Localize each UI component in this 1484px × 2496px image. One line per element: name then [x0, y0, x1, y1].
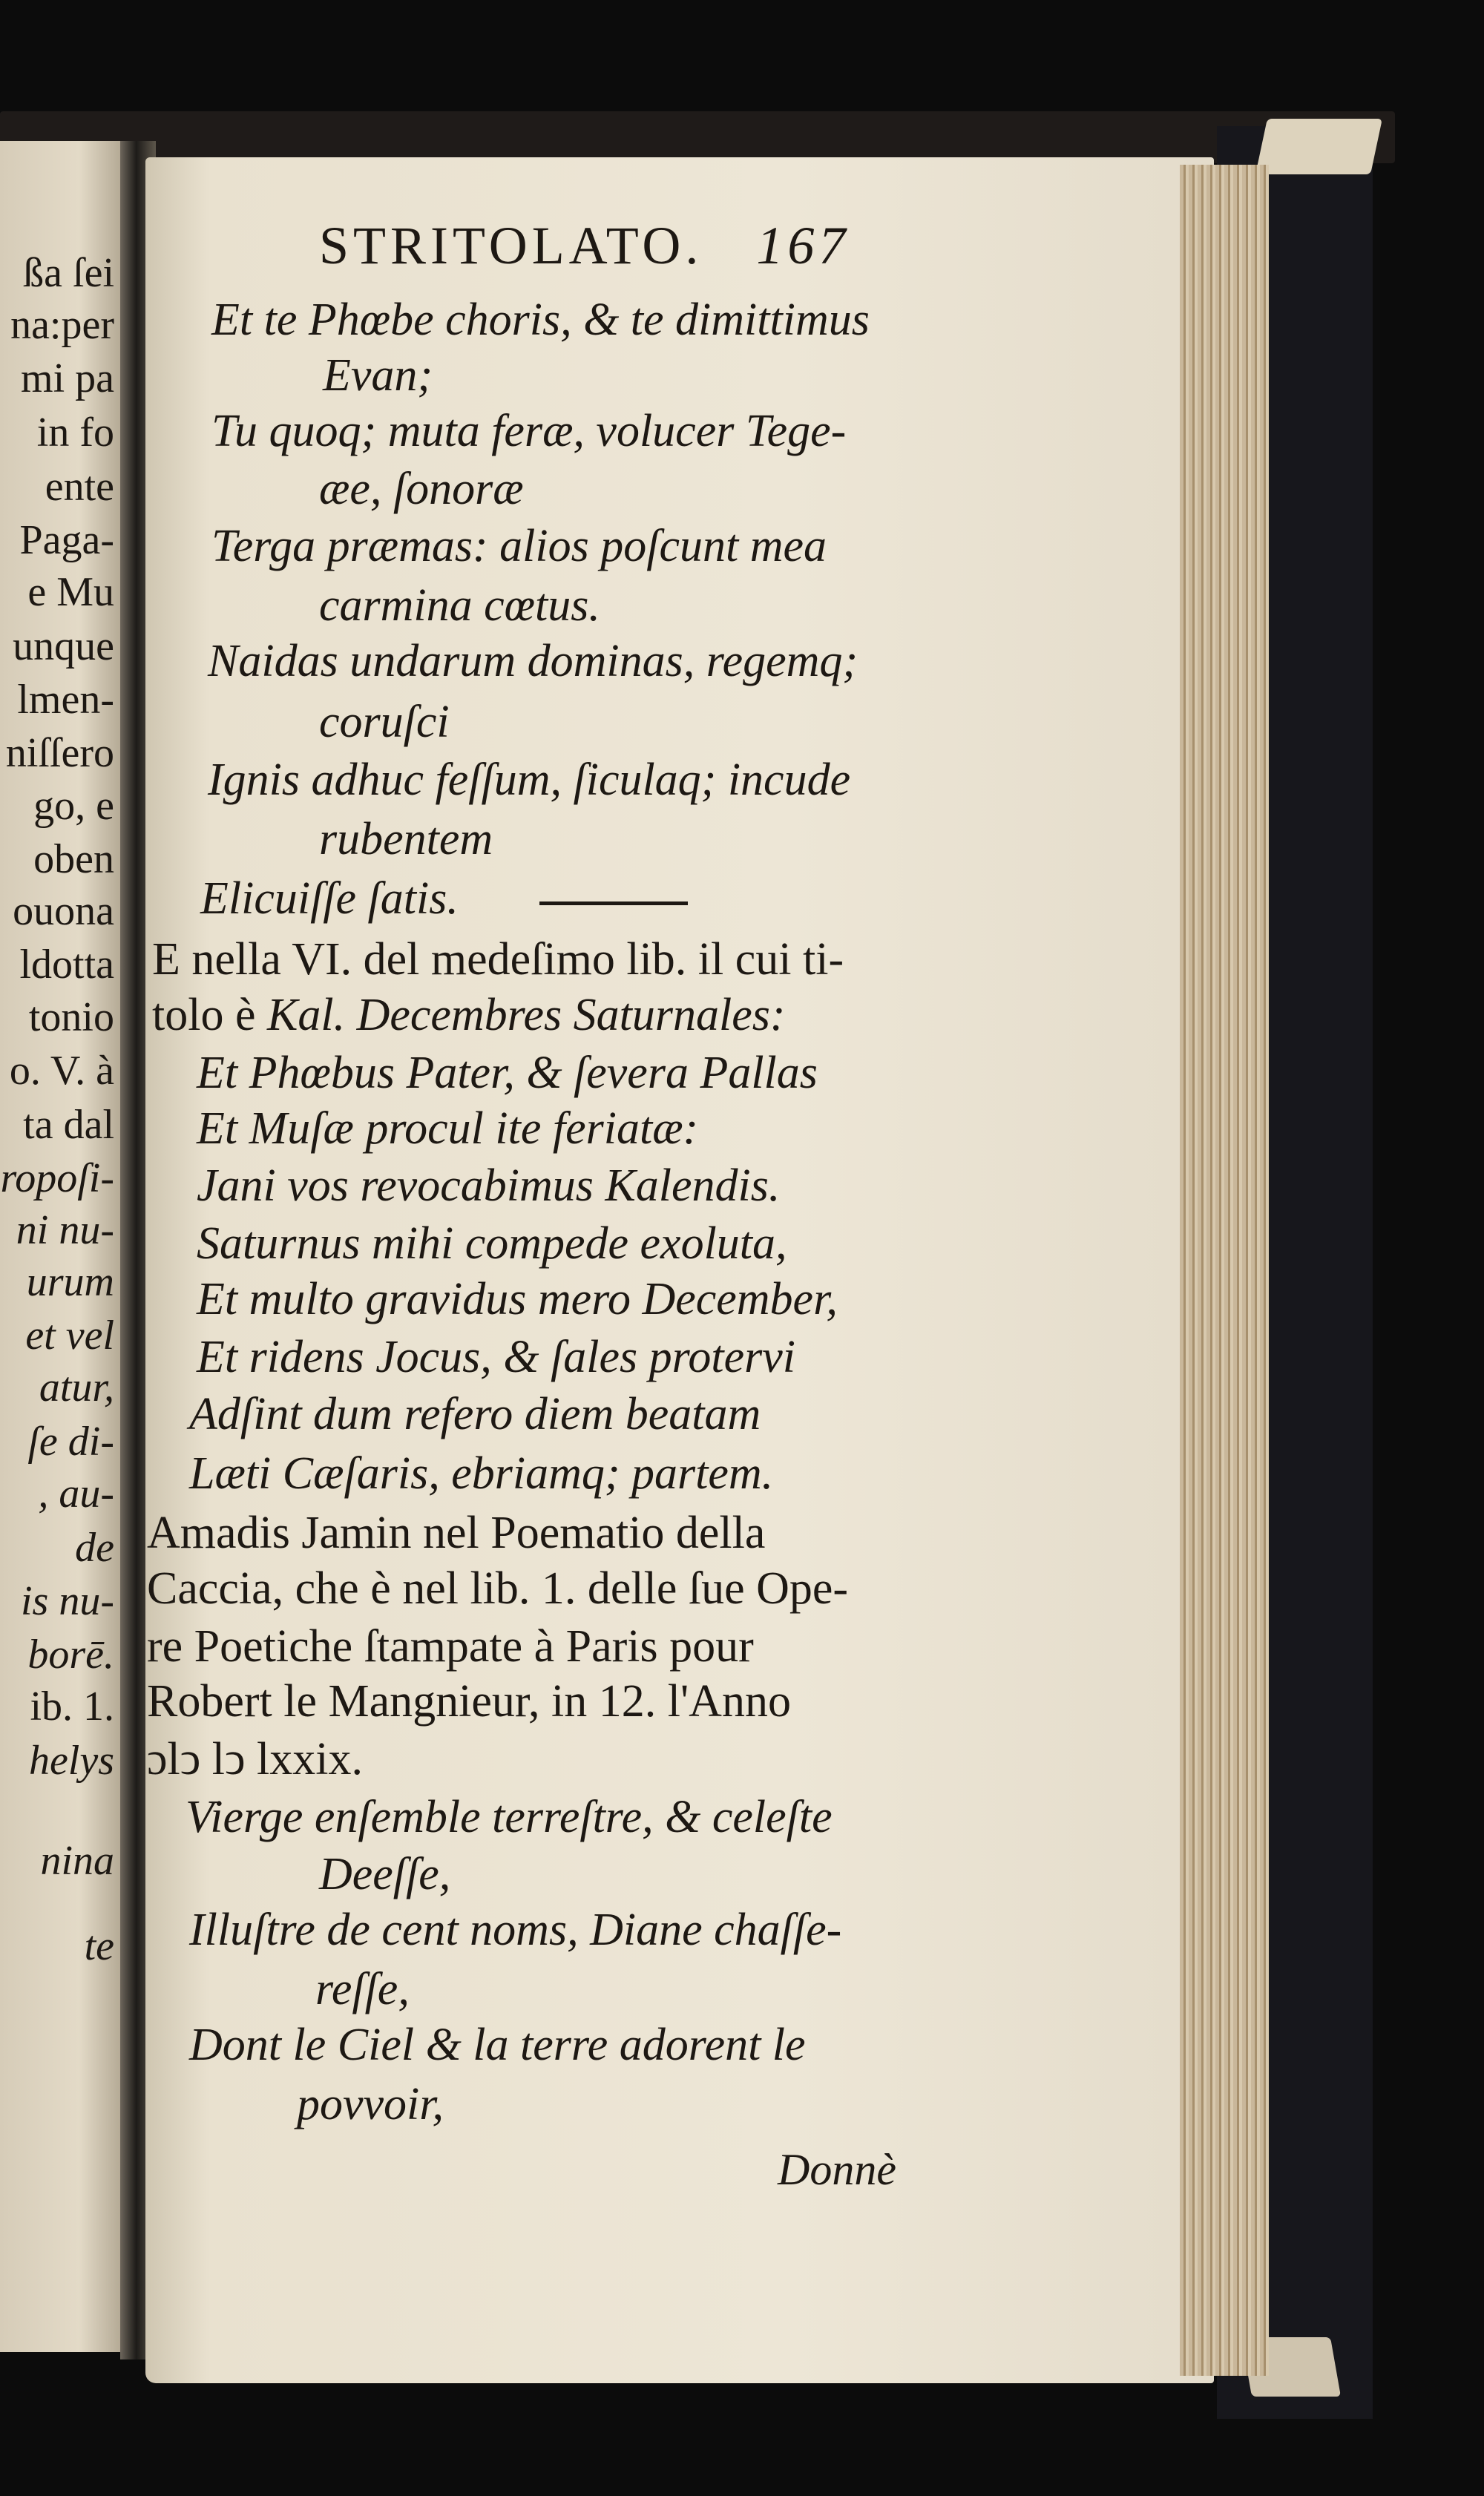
cover-corner-top	[1255, 119, 1382, 174]
left-page-fragment: o. V. à	[9, 1048, 114, 1094]
text-line	[152, 992, 786, 1038]
left-page-fragment: lmen-	[17, 677, 114, 723]
left-page-fragment: , au-	[38, 1471, 114, 1517]
left-page-fragment: ente	[45, 464, 114, 510]
text-line: Læti Cæſaris, ebriamq; partem.	[189, 1448, 774, 1499]
text-line: Et multo gravidus mero December,	[197, 1274, 838, 1324]
text-roman: tolo è	[152, 990, 267, 1040]
text-line: povvoir,	[297, 2079, 444, 2129]
left-page-fragment: na:per	[10, 302, 114, 348]
left-page-fragment: Paga-	[19, 517, 114, 563]
text-line: E nella VI. del medeſimo lib. il cui ti-	[152, 934, 844, 985]
text-line: æe, ſonoræ	[319, 464, 524, 514]
left-page-fragment: tonio	[28, 994, 114, 1040]
page-fore-edge	[1180, 165, 1269, 2376]
left-page-fragment: et vel	[25, 1313, 114, 1359]
rule-dash	[539, 901, 688, 905]
page-number: 167	[756, 216, 850, 275]
left-page-fragment: go, e	[33, 783, 114, 829]
left-page-fragment: urum	[26, 1259, 114, 1305]
text-line: Amadis Jamin nel Poematio della	[147, 1508, 766, 1558]
text-line: Saturnus mihi compede exoluta,	[197, 1218, 787, 1269]
catchword: Donnè	[778, 2145, 896, 2194]
left-page-fragment: ni nu-	[16, 1207, 114, 1253]
left-page-fragment: unque	[13, 623, 114, 669]
left-page-fragment: ſe di-	[27, 1419, 114, 1465]
text-line: Naidas undarum dominas, regemq;	[208, 636, 858, 686]
left-page-fragment: niſſero	[5, 730, 114, 776]
text-line: carmina cœtus.	[319, 580, 600, 631]
text-line: Adſint dum refero diem beatam	[189, 1389, 761, 1439]
left-page-fragment: in fo	[36, 410, 114, 456]
left-page-fragment: atur,	[39, 1364, 114, 1410]
text-line: Et Phœbus Pater, & ſevera Pallas	[197, 1048, 818, 1098]
text-line: Elicuiſſe ſatis.	[200, 873, 459, 924]
left-page-fragment: is nu-	[21, 1578, 114, 1624]
left-page-fragment: e Mu	[27, 569, 114, 615]
left-page	[0, 141, 132, 2352]
left-page-fragment: helys	[28, 1738, 114, 1784]
text-line: Et ridens Jocus, & ſales protervi	[197, 1332, 796, 1382]
left-page-fragment: ta dal	[23, 1102, 114, 1148]
text-line: Vierge enſemble terreſtre, & celeſte	[186, 1792, 833, 1842]
left-page-fragment: ldotta	[19, 942, 114, 988]
text-line: reſſe,	[315, 1964, 410, 2014]
text-line: Ignis adhuc feſſum, ſiculaq; incude	[208, 755, 851, 805]
left-page-fragment: ropoſi-	[0, 1155, 114, 1201]
left-page-fragment: ouona	[13, 888, 114, 934]
text-line: Robert le Mangnieur, in 12. l'Anno	[147, 1676, 791, 1727]
text-line: re Poetiche ſtampate à Paris pour	[147, 1621, 754, 1672]
text-line: Caccia, che è nel lib. 1. delle ſue Ope-	[147, 1563, 849, 1614]
text-line: rubentem	[319, 814, 493, 864]
left-page-fragment: de	[75, 1525, 114, 1571]
text-line: Et te Phœbe choris, & te dimittimus	[211, 295, 870, 345]
text-line: coruſci	[319, 697, 450, 747]
text-line: Dont le Ciel & la terre adorent le	[189, 2020, 806, 2070]
left-page-fragment: ßa ſei	[23, 250, 114, 296]
text-line: Deeſſe,	[319, 1849, 451, 1899]
text-line: Jani vos revocabimus Kalendis.	[197, 1160, 781, 1211]
text-line: Illuſtre de cent noms, Diane chaſſe-	[189, 1905, 842, 1955]
book-cover-top-edge	[0, 111, 1395, 163]
left-page-fragment: oben	[33, 836, 114, 882]
left-page-fragment: borē.	[27, 1632, 114, 1678]
text-italic: Kal. Decembres Saturnales:	[266, 990, 786, 1040]
left-page-fragment: te	[84, 1923, 114, 1969]
text-line: Terga præmas: alios poſcunt mea	[211, 521, 827, 571]
text-line: Et Muſæ procul ite feriatæ:	[197, 1103, 699, 1154]
text-line: Evan;	[323, 350, 433, 401]
left-page-fragment: ib. 1.	[30, 1684, 114, 1730]
text-line: ɔlↄ lↄ lxxix.	[147, 1734, 363, 1784]
running-head-title: STRITOLATO.	[319, 216, 703, 275]
running-head	[319, 215, 850, 277]
left-page-fragment: nina	[40, 1838, 114, 1884]
left-page-fragment: mi pa	[21, 355, 114, 401]
text-line: Tu quoq; muta feræ, volucer Tege-	[211, 406, 847, 456]
